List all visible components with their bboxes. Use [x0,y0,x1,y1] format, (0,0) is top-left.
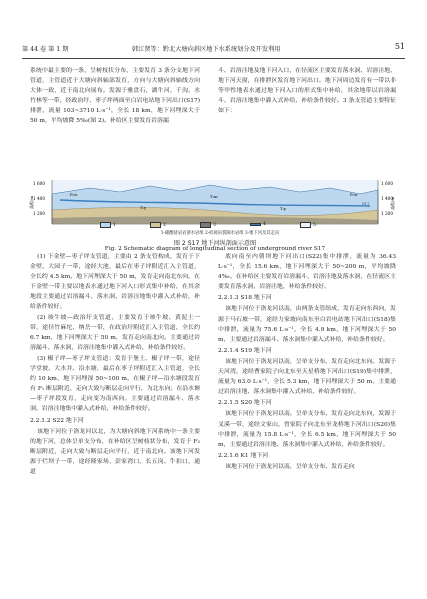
paragraph: 该地下河位于洛龙河以南，呈单支分布，发育走向北东向。发源于天河湾，途经曹家院子向北东至天星桥地下河出口(S19)集中排泄，流量为 63.0 L·s⁻¹，全长 5.3 km，地下河埋深大于 50 m，主要通过岩溶洼地、落水洞集中灌入式补给，补给条件较好。 [218,358,396,396]
bottom-left-column [30,252,200,478]
legend-swatch [100,222,111,228]
section-heading: 2.2.1.5 S20 地下河 [218,400,272,407]
paragraph: 该地下河位于洛龙河以南，由两条支管组成，发育走向东西向，发源于马石坡一带，途经力家坡向南东至白岩电站地下河出口(S18)集中排泄，流量为 75.6 L·s⁻¹，全长 4.9 km，地下河埋深大于 50 m，主要通过岩溶漏斗、落水洞集中灌入式补给，补给条件较好。 [218,306,396,343]
bottom-right-column [218,252,396,472]
unit-label: T₁m [210,194,218,199]
y-axis-label-right: 高程/m [390,196,395,210]
paragraph: 底向南至内朝坝地下河出口(S22)集中排泄，流量为 36.43 L·s⁻¹，全长 15.6 km，地下河埋深大于 50~200 m，平均坡降 4‰。在补给区主要发育岩溶漏斗、岩溶洼地及落水洞，在径流区主要发育落水洞、岩溶洼地，补给条件较好。 [218,254,396,291]
running-title: 韩江贤等：黔北大塘向斜区地下水系统划分及开发利用 [132,46,281,53]
paragraph: 该地下河位于洛龙河以北，为大塘向斜地下河系统中一条主要的地下河，总体呈单支分布，在补给区呈树枝状分布，发育于 F₂ 断层附近，走向大致与断层走向平行，近于南北向。该地下河发源于烂坝子一带，途经隆家场、彭家湾口、长五岗、牛扣口，通道 [30,428,200,475]
elev-tick-top-right: 1 600 [381,181,393,186]
unit-label: T₁y [280,206,287,211]
legend-item-3: 3 [200,222,216,228]
section-heading: 2.2.1.6 K1 地下河 [218,452,269,459]
unit-label: P₂w [70,192,78,197]
legend-item-2: 2 [150,222,166,228]
figure-2-section [30,176,400,226]
legend-item-5: 5 [300,222,316,228]
y-axis-label: 高程/m [29,195,34,209]
paragraph: (2) 竣牛坡—政治圩支管道，主要发育于竣牛坡、黄泥土一带，途径竹麻坨、纳岳一带，在政治圩附近汇入主管道，全长约 6.7 km，地下河埋深大于 50 m，发育走向南北向。主要通过岩溶漏斗、落水洞、岩溶洼地集中灌入式补给，补给条件较好。 [30,315,200,352]
elev-tick-mid-right: 1 400 [381,196,393,201]
elev-tick-bot-right: 1 200 [381,211,393,216]
paragraph: 斗、岩溶洼地及地下河入口，在径流区主要发育落水洞、岩溶洼地、地下河天窗，在排泄区发育地下河出口。地下河周边发育有一带以非等甲性地表水通过地下河入口的形式集中补给，其余地带以岩溶漏斗、岩溶洼地集中灌入式补给，补给条件较好。3 条支管道主要特征如下： [218,68,396,115]
section-heading: 2.2.1.4 S19 地下河 [218,347,272,354]
page-number: 51 [394,42,405,51]
legend-swatch [150,222,161,228]
legend-swatch [250,223,261,227]
outlet-label: S17 [362,201,370,206]
legend-item-4: 4 [250,222,266,227]
figure-caption-cn: 图 2 S17 地下河纵剖面示意图 [173,240,257,247]
paragraph: (1) 下金壁—枣子坪支管道，主要由 2 条支管构成，发育于下金壁、大园子一带，途经大池，最后在枣子坪附近汇入主管道，全长约 4.5 km，地下河埋深大于 50 m，发育走向南北东向。在下金壁一带主要以地表水通过地下河入口形式集中补给，在其余地段主要通过岩溶漏斗、落水洞、岩溶洼地集中灌入式补给，补给条件较好。 [30,254,200,311]
legend-note: 1-碳酸盐岩岩溶水岩组 2-碎屑岩裂隙水岩组 3-地下河及其走向 [160,231,280,236]
paragraph: 该地下河位于洛龙河以南，呈单支分布，发育走向 [225,463,355,470]
unit-label: T₁y [140,205,147,210]
legend-swatch [300,222,311,228]
header-rule [22,58,405,59]
elev-tick-mid: 1 400 [33,196,45,201]
top-left-column [30,66,200,127]
elev-tick-bot: 1 200 [33,211,45,216]
paragraph: (3) 椒子坪—枣子坪支管道：发育于堡土、椒子坪一带，途径学堂坡、大水井、沿水塘，最后在枣子坪附近汇入主管道，全长约 10 km，地下河埋深 50~100 m，在椒子坪—沿水塘段发育有 F₁ 断层附近，走向大致与断层走向平行，为北东向；在沿水塘—枣子坪段发育，走向变为南西向。主要通过岩溶漏斗、落水洞、岩溶洼地集中灌入式补给，补给条件较好。 [30,355,200,413]
figure-caption-en: Fig. 2 Schematic diagram of longitudinal section of underground river S17 [104,246,326,252]
page-header [22,42,405,56]
elev-tick-top: 1 600 [33,181,45,186]
top-right-column [218,66,396,117]
legend-item-1: 1 [100,222,116,228]
paragraph: 系统中最主要的一条，呈树枝状分布，主要发育 3 条分支地下河管道，主管道近于大塘向斜轴部发育，方向与大塘向斜轴线方向大体一致，近于南北向展布。发源于雅盘石、湖牛河、千沟、水竹林等一带，经政治圩、枣子坪两面至白岩电站地下河出口(S17)排泄，流量 103~3710 L·s⁻¹，全长 18 km，地下河埋深大于 50 m，平均坡降 5‰(图 2)。补给区主要发育岩溶漏 [30,68,200,125]
section-heading: 2.2.1.2 S22 地下河 [30,417,84,424]
unit-label: P₂w [350,192,358,197]
journal-volume: 第 44 卷 第 1 期 [22,46,69,53]
section-heading: 2.2.1.3 S18 地下河 [218,295,272,302]
profile-svg [30,176,400,226]
legend-swatch [200,222,211,228]
paragraph: 该地下河位于洛龙河以南，呈单支分布，发育走向北东向，发源于叉溪一带，途经文家山，曾家院子向北东至龙桥地下河出口(S20)集中排泄，流量为 15.8 L·s⁻¹，全长 6.5 km，地下河埋深大于 50 m，主要通过岩溶洼地、落水洞集中灌入式补给，补给条件较好。 [218,411,396,448]
